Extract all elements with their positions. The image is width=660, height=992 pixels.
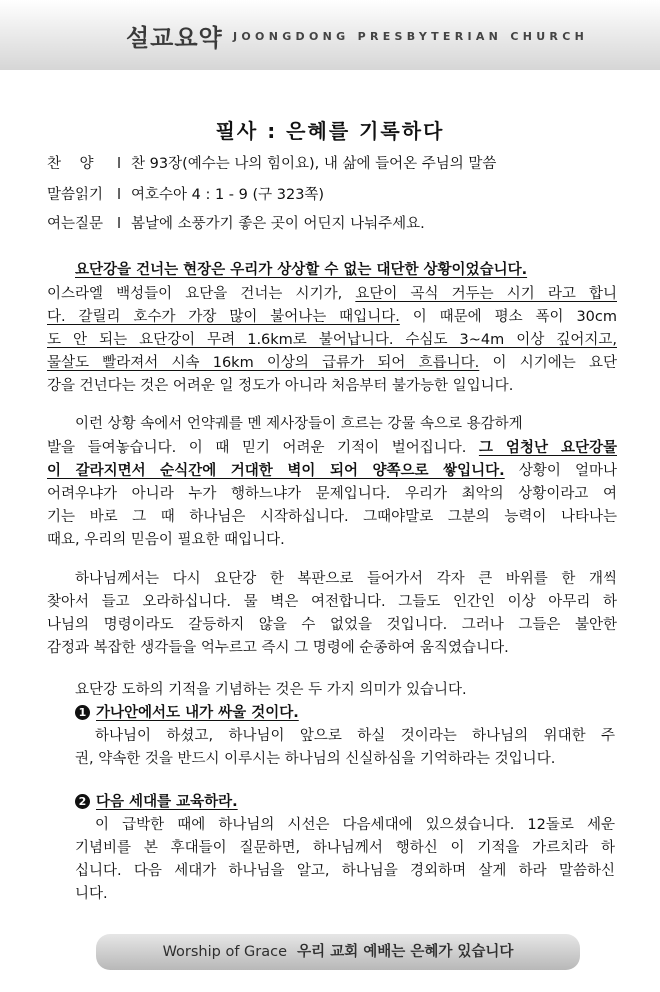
- point-2-line: [75, 838, 615, 860]
- body-text: 감정과 복잡한 생각들을 억누르고 즉시 그 명령에 순종하여 움직였습니다.: [47, 640, 509, 656]
- highlight-text: 이 갈라지면서 순식간에 거대한 벽이 되어 양쪽으로 쌓입니다.: [47, 463, 505, 479]
- paragraph-1-line: [47, 353, 617, 375]
- number-circle-icon: 1: [75, 705, 90, 720]
- paragraph-1-line: [47, 284, 617, 306]
- body-text: 요단강 도하의 기적을 기념하는 것은 두 가지 의미가 있습니다.: [75, 682, 467, 698]
- point-1-line: [95, 726, 615, 748]
- body-text: 십니다. 다음 세대가 하나님을 알고, 하나님을 경외하며 살게 하라 말씀하신: [75, 863, 615, 879]
- body-text: 기념비를 본 후대들이 질문하면, 하나님께서 행하신 이 기적을 가르치라 하: [75, 840, 615, 856]
- scripture-label: 말씀읽기: [47, 187, 104, 203]
- number-circle-icon: 2: [75, 794, 90, 809]
- paragraph-2-line: [75, 414, 590, 436]
- body-text: 하나님이 하셨고, 하나님이 앞으로 하실 것이라는 하나님의 위대한 주: [95, 728, 615, 744]
- point-1-heading: [75, 703, 645, 725]
- paragraph-2-line: [47, 507, 617, 529]
- paragraph-1-line: [47, 376, 617, 398]
- highlight-text: 그 엄청난 요단강물: [478, 440, 617, 456]
- paragraph-2-line: [47, 438, 617, 460]
- body-text: 때요, 우리의 믿음이 필요한 때입니다.: [47, 532, 285, 548]
- separator: l: [117, 216, 122, 232]
- body-text: 권, 약속한 것을 반드시 이루시는 하나님의 신실하심을 기억하라는 것입니다.: [75, 751, 556, 767]
- underlined-text: 도 안 되는 요단강이 무려 1.6km로 불어납니다. 수심도 3~4m 이상 깊어지고,: [47, 332, 617, 348]
- opening-label: 여는질문: [47, 216, 104, 232]
- body-text: 찾아서 들고 오라하십니다. 물 벽은 여전합니다. 그들도 인간인 이상 아무리 하: [47, 594, 617, 610]
- point-2-line: [95, 815, 615, 837]
- point-2-heading: [75, 792, 645, 814]
- header-banner: [0, 0, 660, 70]
- point-2-line: [75, 861, 615, 883]
- footer-korean: 우리 교회 예배는 은혜가 있습니다: [297, 944, 514, 960]
- body-text: 기는 바로 그 때 하나님은 시작하십니다. 그때야말로 그분의 능력이 나타나는: [47, 509, 617, 525]
- paragraph-2-line: [47, 530, 617, 552]
- opening-value: 봄날에 소풍가기 좋은 곳이 어딘지 나눠주세요.: [131, 216, 425, 232]
- body-text: 이런 상황 속에서 언약궤를 멘 제사장들이 흐르는 강물 속으로 용감하게: [75, 416, 523, 432]
- footer-english: Worship of Grace: [162, 944, 288, 960]
- paragraph-3-line: [47, 638, 617, 660]
- underlined-text: 물살도 빨라져서 시속 16km 이상의 급류가 되어 흐릅니다.: [47, 355, 480, 371]
- paragraph-1-line: [47, 307, 617, 329]
- point-title: 다음 세대를 교육하라.: [96, 794, 238, 810]
- point-1-line: [75, 749, 645, 771]
- body-text: 이스라엘 백성들이 요단을 건너는 시기가,: [47, 286, 356, 302]
- hymn-value: 찬 93장(예수는 나의 힘이요), 내 삶에 들어온 주님의 말씀: [131, 156, 497, 172]
- point-title: 가나안에서도 내가 싸울 것이다.: [96, 705, 299, 721]
- paragraph-1-line: [47, 330, 617, 352]
- highlight-text: 요단강을 건너는 현장은 우리가 상상할 수 없는 대단한 상황이었습니다.: [75, 262, 528, 278]
- underlined-text: 다. 갈릴리 호수가 가장 많이 불어나는 때입니다.: [47, 309, 400, 325]
- separator: l: [117, 156, 122, 172]
- footer-banner: [96, 934, 580, 970]
- separator: l: [117, 187, 122, 203]
- body-text: 발을 들여놓습니다. 이 때 믿기 어려운 기적이 벌어집니다.: [47, 440, 479, 456]
- body-text: 하나님께서는 다시 요단강 한 복판으로 들어가서 각자 큰 바위를 한 개씩: [75, 571, 617, 587]
- point-2-line: [75, 884, 645, 906]
- body-text: 니다.: [75, 886, 108, 902]
- info-row-scripture: [47, 183, 324, 204]
- body-text: 상황이 얼마나: [504, 463, 617, 479]
- body-text: 이 급박한 때에 하나님의 시선은 다음세대에 있으셨습니다. 12돌로 세운: [95, 817, 615, 833]
- underlined-text: 요단이 곡식 거두는 시기 라고 합니: [355, 286, 617, 302]
- body-text: 강을 건넌다는 것은 어려운 일 정도가 아니라 처음부터 불가능한 일입니다.: [47, 378, 514, 394]
- paragraph-2-line: [47, 484, 617, 506]
- paragraph-3-line: [47, 615, 617, 637]
- paragraph-1-line: [75, 260, 585, 282]
- body-text: 나님의 명령이라도 갈등하지 않을 수 없었을 것입니다. 그러나 그들은 불안한: [47, 617, 617, 633]
- info-row-hymn: [47, 152, 496, 173]
- paragraph-3-line: [75, 569, 617, 591]
- church-name: JOONGDONG PRESBYTERIAN CHURCH: [233, 30, 589, 43]
- page-title: 필사 : 은혜를 기록하다: [215, 119, 445, 143]
- body-text: 이 시기에는 요단: [479, 355, 617, 371]
- body-text: 어려우냐가 아니라 누가 행하느냐가 문제입니다. 우리가 최악의 상황이라고 여: [47, 486, 617, 502]
- info-row-opening-question: [47, 212, 425, 233]
- body-text: 이 때문에 평소 폭이 30cm: [399, 309, 617, 325]
- scripture-value: 여호수아 4 : 1 - 9 (구 323쪽): [131, 187, 325, 203]
- hymn-label: 찬 양: [47, 156, 94, 172]
- header-title: 설교요약: [126, 24, 223, 52]
- paragraph-3-line: [47, 592, 617, 614]
- paragraph-2-line: [47, 461, 617, 483]
- paragraph-4-intro: [75, 680, 645, 702]
